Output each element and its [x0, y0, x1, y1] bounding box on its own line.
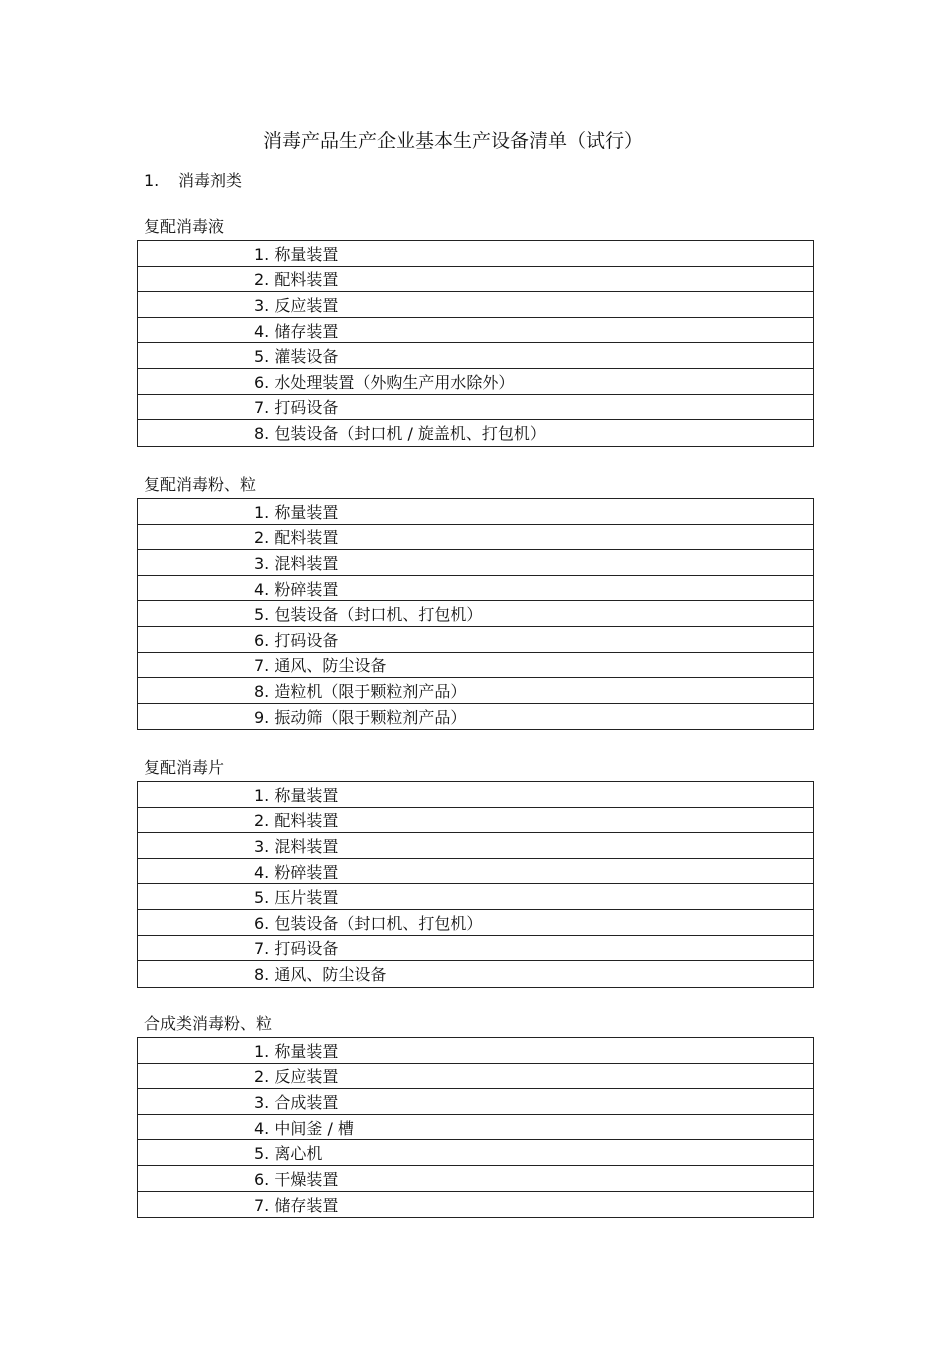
table-row: 4. 粉碎装置: [138, 576, 813, 602]
group-label: 复配消毒液: [144, 217, 225, 236]
table-row: 8. 包装设备（封口机 / 旋盖机、打包机）: [254, 424, 546, 444]
table-row: 5. 离心机: [138, 1140, 813, 1166]
table-row: 2. 配料装置: [138, 525, 813, 551]
section-heading: [144, 170, 242, 192]
table-row: 1. 称量装置: [138, 1038, 813, 1064]
table-row: 5. 压片装置: [138, 884, 813, 910]
document-title: 消毒产品生产企业基本生产设备清单（试行）: [262, 130, 643, 152]
equipment-table: [137, 781, 814, 988]
table-row: 7. 通风、防尘设备: [138, 653, 813, 679]
table-row: 1. 称量装置: [138, 241, 813, 267]
table-row: 3. 合成装置: [138, 1089, 813, 1115]
table-row: 7. 打码设备: [138, 395, 813, 421]
table-row: 4. 储存装置: [138, 318, 813, 344]
equipment-table: [137, 498, 814, 730]
table-row: 1. 称量装置: [138, 499, 813, 525]
group-label: 复配消毒片: [144, 758, 225, 777]
equipment-table: [137, 240, 814, 447]
group-synthetic-powder: [137, 1013, 814, 1218]
table-row: 5. 包装设备（封口机、打包机）: [138, 601, 813, 627]
table-row: 6. 打码设备: [138, 627, 813, 653]
table-row: 3. 混料装置: [138, 550, 813, 576]
table-row: 7. 储存装置: [254, 1195, 339, 1215]
equipment-table: [137, 1037, 814, 1218]
table-row: 3. 反应装置: [138, 292, 813, 318]
table-row: 4. 中间釜 / 槽: [138, 1115, 813, 1141]
table-row: 6. 干燥装置: [138, 1166, 813, 1192]
table-row: 3. 混料装置: [138, 833, 813, 859]
table-row: 6. 水处理装置（外购生产用水除外）: [138, 369, 813, 395]
group-label: 复配消毒粉、粒: [144, 475, 257, 494]
group-compound-liquid: [137, 216, 814, 447]
group-label: 合成类消毒粉、粒: [144, 1014, 273, 1033]
table-row: 2. 反应装置: [138, 1064, 813, 1090]
table-row: 5. 灌装设备: [138, 343, 813, 369]
section-title: 消毒剂类: [178, 171, 243, 190]
table-row: 2. 配料装置: [138, 267, 813, 293]
group-compound-powder: [137, 474, 814, 730]
table-row: 7. 打码设备: [138, 936, 813, 962]
table-row: 8. 造粒机（限于颗粒剂产品）: [138, 678, 813, 704]
group-compound-tablet: [137, 757, 814, 988]
table-row: 1. 称量装置: [138, 782, 813, 808]
section-number: 1.: [144, 171, 160, 190]
table-row: 9. 振动筛（限于颗粒剂产品）: [254, 708, 467, 728]
table-row: 4. 粉碎装置: [138, 859, 813, 885]
table-row: 2. 配料装置: [138, 808, 813, 834]
table-row: 6. 包装设备（封口机、打包机）: [138, 910, 813, 936]
table-row: 8. 通风、防尘设备: [254, 965, 387, 985]
